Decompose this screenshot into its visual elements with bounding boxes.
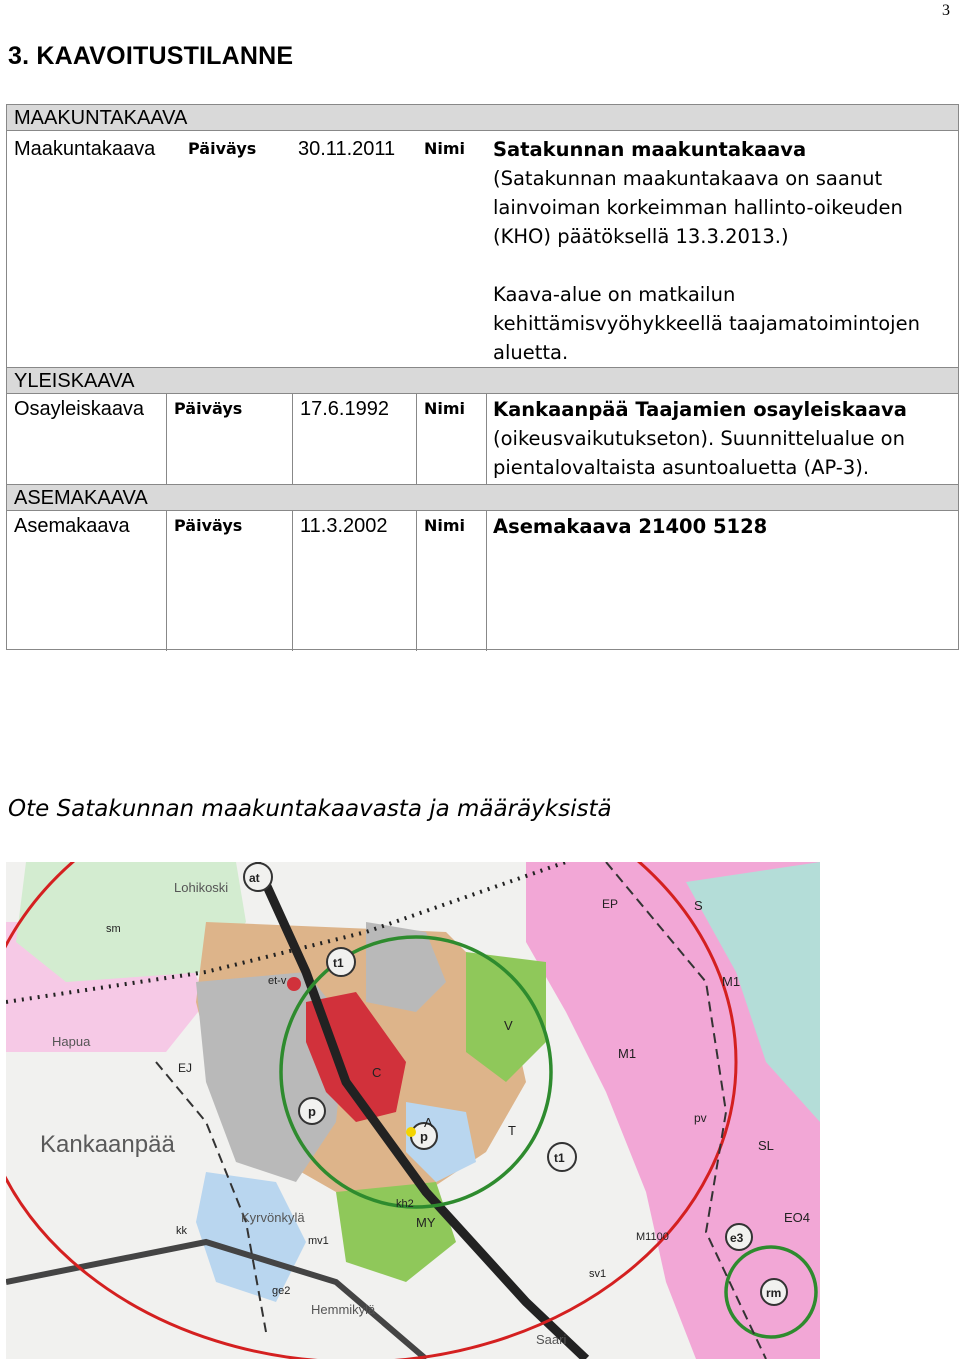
map-label-kk: kk bbox=[176, 1225, 187, 1237]
plan-date: 17.6.1992 bbox=[300, 398, 389, 420]
map-label-ej: EJ bbox=[178, 1061, 193, 1075]
map-label-place: Hemmikylä bbox=[311, 1302, 376, 1317]
date-label: Päiväys bbox=[174, 399, 243, 418]
column-divider bbox=[486, 394, 487, 484]
map-label-p: p bbox=[308, 1104, 316, 1119]
map-label-s: S bbox=[694, 898, 703, 913]
map-label-m1: M1 bbox=[618, 1046, 637, 1061]
plan-name: Kankaanpää Taajamien osayleiskaava bbox=[493, 398, 907, 421]
plan-description bbox=[493, 512, 933, 541]
map-label-rm: rm bbox=[766, 1286, 782, 1300]
section-header-yleiskaava: YLEISKAAVA bbox=[7, 367, 958, 394]
map-label-pv: pv bbox=[694, 1111, 707, 1125]
map-label-my: MY bbox=[416, 1215, 436, 1230]
map-label-mv1: mv1 bbox=[308, 1235, 329, 1247]
column-divider bbox=[166, 394, 167, 484]
section-heading: 3. KAAVOITUSTILANNE bbox=[8, 42, 294, 70]
plan-name: Asemakaava 21400 5128 bbox=[493, 515, 768, 538]
column-divider bbox=[292, 394, 293, 484]
map-label-ge2: ge2 bbox=[272, 1285, 291, 1297]
map-label-place: Hapua bbox=[52, 1034, 91, 1049]
map-label-p: p bbox=[420, 1129, 428, 1144]
map-label-eo4: EO4 bbox=[784, 1210, 811, 1225]
map-label-sl: SL bbox=[758, 1138, 774, 1153]
name-label: Nimi bbox=[424, 399, 466, 418]
map-label-ep: EP bbox=[602, 897, 619, 911]
map-label-place: Saari bbox=[536, 1332, 567, 1347]
map-label-v: V bbox=[504, 1018, 513, 1033]
map-label-m1100: M1100 bbox=[636, 1231, 669, 1243]
map-label-etv: et-v bbox=[268, 975, 287, 987]
column-divider bbox=[486, 511, 487, 651]
planning-status-table bbox=[6, 104, 959, 650]
plan-type: Osayleiskaava bbox=[14, 398, 145, 420]
map-label-t1: t1 bbox=[333, 956, 344, 970]
map-label-sv1: sv1 bbox=[589, 1268, 607, 1280]
column-divider bbox=[292, 511, 293, 651]
plan-type: Asemakaava bbox=[14, 515, 130, 537]
column-divider bbox=[416, 394, 417, 484]
plan-name: Satakunnan maakuntakaava bbox=[493, 138, 807, 161]
map-label-t: T bbox=[508, 1123, 516, 1138]
name-label: Nimi bbox=[424, 516, 466, 535]
date-label: Päiväys bbox=[188, 139, 257, 158]
plan-note: (oikeusvaikutukseton). Suunnittelualue on pientalovaltaista asuntoaluetta (AP-3). bbox=[493, 427, 905, 479]
map-label-kh2: kh2 bbox=[396, 1198, 414, 1210]
name-label: Nimi bbox=[424, 139, 466, 158]
section-header-asemakaava: ASEMAKAAVA bbox=[7, 484, 958, 511]
section-header-maakuntakaava: MAAKUNTAKAAVA bbox=[7, 105, 958, 131]
plan-description bbox=[493, 135, 933, 367]
map-label-at: at bbox=[249, 871, 260, 885]
map-marker-yellow bbox=[406, 1127, 416, 1137]
plan-date: 30.11.2011 bbox=[298, 138, 396, 160]
map-label-e3: e3 bbox=[730, 1231, 744, 1245]
map-caption: Ote Satakunnan maakuntakaavasta ja määräyksistä bbox=[8, 796, 612, 822]
column-divider bbox=[166, 511, 167, 651]
map-label-t1: t1 bbox=[554, 1151, 565, 1165]
plan-description bbox=[493, 395, 933, 482]
column-divider bbox=[416, 511, 417, 651]
map-marker-red bbox=[287, 977, 301, 991]
page-number: 3 bbox=[942, 2, 950, 19]
regional-plan-map bbox=[6, 862, 820, 1359]
map-label-c: C bbox=[372, 1065, 382, 1080]
plan-type: Maakuntakaava bbox=[14, 138, 156, 160]
plan-note: Kaava-alue on matkailun kehittämisvyöhykkeellä taajamatoimintojen aluetta. bbox=[493, 283, 920, 364]
date-label: Päiväys bbox=[174, 516, 243, 535]
map-label-a: A bbox=[424, 1115, 433, 1130]
map-label-town: Kankaanpää bbox=[40, 1131, 175, 1158]
plan-date: 11.3.2002 bbox=[300, 515, 388, 537]
map-label-place: Kyrvönkylä bbox=[241, 1210, 305, 1225]
map-label-place: Lohikoski bbox=[174, 880, 229, 895]
map-label-m1: M1 bbox=[722, 974, 741, 989]
map-canvas bbox=[6, 862, 820, 1359]
plan-note: (Satakunnan maakuntakaava on saanut lainvoiman korkeimman hallinto-oikeuden (KHO) päätöksellä 13.3.2013.) bbox=[493, 167, 903, 248]
map-label-sm: sm bbox=[106, 923, 121, 935]
